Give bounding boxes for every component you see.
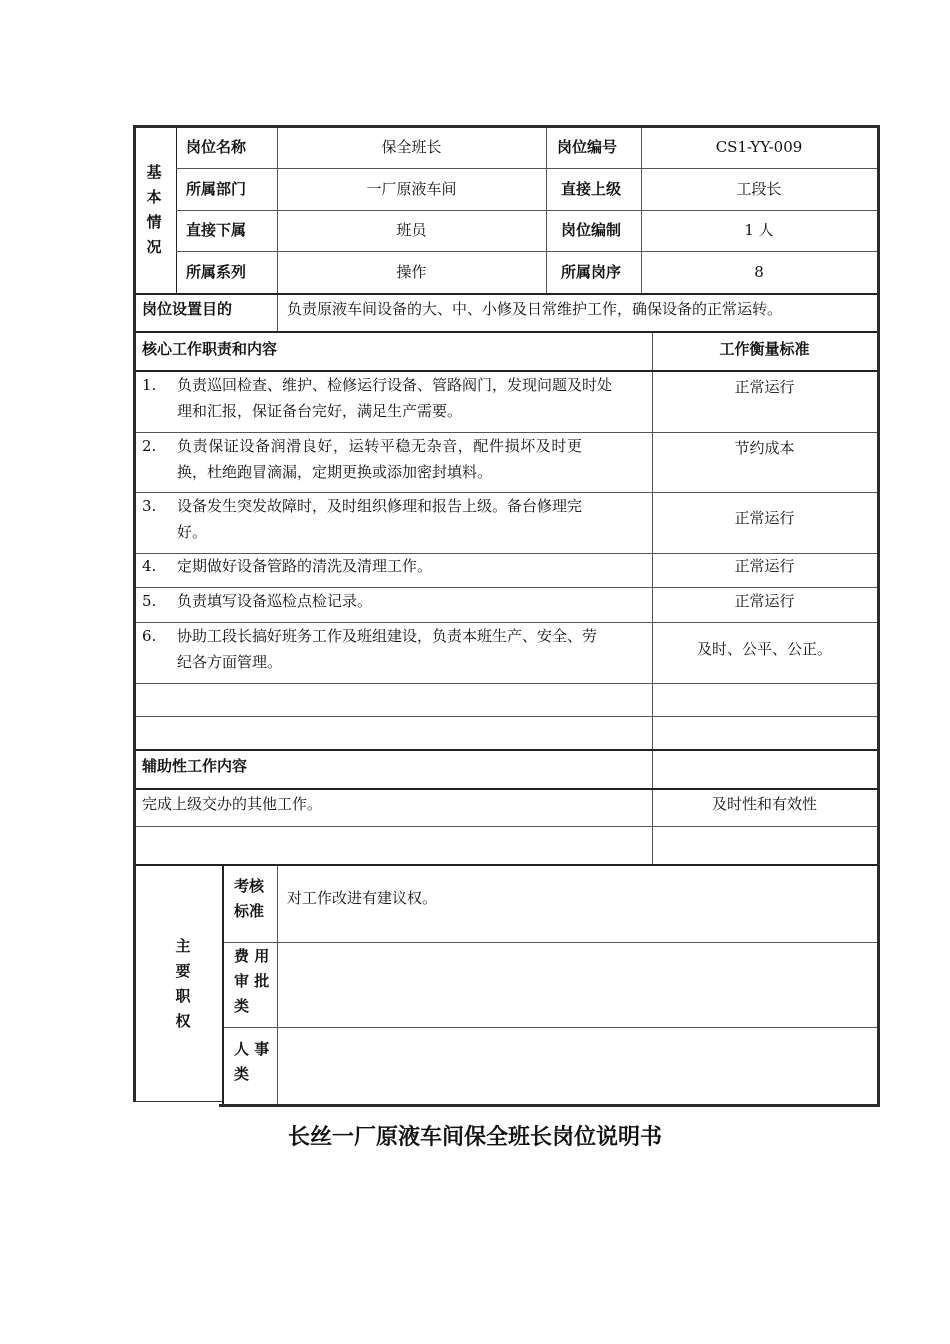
- duty-standard: 正常运行: [734, 378, 795, 396]
- duty-standard: 及时、公平、公正。: [696, 640, 832, 658]
- core-duties-header: 核心工作职责和内容: [142, 340, 278, 358]
- value-direct-subordinate: 班员: [396, 221, 427, 239]
- label-direct-superior: 直接上级: [561, 180, 622, 198]
- value-position-name: 保全班长: [381, 138, 442, 156]
- label-series: 所属系列: [186, 263, 247, 281]
- table-corner-edge: [133, 1101, 222, 1102]
- authority-label-assessment: 考核 标准: [234, 877, 265, 920]
- auxiliary-duty-text: 完成上级交办的其他工作。: [142, 795, 323, 813]
- label-position-name: 岗位名称: [186, 138, 247, 156]
- job-description-table: 基 本 情 况 岗位名称 保全班长 岗位编号 CS1-YY-009 所属部门 一厂原液车间 直接上级 工段长 直接下属 班员 岗位编制 1 人 所属系列 操作 所属岗序 8 岗位设置目的 负责原液车间设备的大、中、小修及日常维护工作，确保设备的正常运转。 核心工作职责和内容 工作衡量标准 1. 负责巡回检查、维护、检修运行设备、管路阀门，发现问题及时处 理和汇报，保证备台完好，满足生产需要。 正常运行 2. 负责保证设备润滑良好，运转平稳无杂音，配件损坏及时更 换，杜绝跑冒滴漏，定期更换或添加密封填料。 节约成本 3. 设备发生突发故障时，及时组织修理和报告上级。备台修理完 好。 正常运行 4. 定期做好设备管路的清洗及清理工作。 正常运行 5. 负责填写设备巡检点检记录。 正常运行 6. 协助工段长搞好班务工作及班组建设，负责本班生产、安全、劳 纪各方面管理。 及时、公平、公正。 辅助性工作内容 完成上级交办的其他工作。 及时性和有效性 主 要 职 权 考核 标准 对工作改进有建议权。 费 用 审 批 类 人 事 类: [133, 125, 880, 1107]
- authority-section-label: 主 要 职 权: [175, 937, 191, 1030]
- auxiliary-duties-header: 辅助性工作内容: [142, 757, 248, 775]
- label-rank: 所属岗序: [561, 263, 622, 281]
- document-title: 长丝一厂原液车间保全班长岗位说明书: [287, 1125, 662, 1150]
- authority-label-expense: 费 用 审 批 类: [234, 947, 270, 1015]
- value-position-code: CS1-YY-009: [715, 138, 803, 156]
- duty-standard: 正常运行: [734, 592, 795, 610]
- basic-info-section-label: 基 本 情 况: [146, 163, 162, 256]
- value-series: 操作: [396, 263, 427, 281]
- purpose-text: 负责原液车间设备的大、中、小修及日常维护工作，确保设备的正常运转。: [287, 300, 783, 318]
- value-headcount: 1 人: [744, 221, 774, 239]
- duty-standard: 正常运行: [734, 557, 795, 575]
- value-direct-superior: 工段长: [736, 180, 782, 198]
- label-direct-subordinate: 直接下属: [186, 221, 247, 239]
- measurement-standard-header: 工作衡量标准: [719, 340, 810, 358]
- auxiliary-duty-standard: 及时性和有效性: [711, 795, 817, 813]
- purpose-label: 岗位设置目的: [142, 300, 233, 318]
- duty-standard: 正常运行: [734, 509, 795, 527]
- label-headcount: 岗位编制: [561, 221, 622, 239]
- authority-label-personnel: 人 事 类: [234, 1040, 270, 1083]
- value-department: 一厂原液车间: [366, 180, 457, 198]
- value-rank: 8: [754, 263, 764, 281]
- table-corner-notch: [131, 1102, 219, 1110]
- label-department: 所属部门: [186, 180, 247, 198]
- authority-text-assessment: 对工作改进有建议权。: [287, 889, 438, 907]
- label-position-code: 岗位编号: [557, 138, 618, 156]
- duty-standard: 节约成本: [734, 439, 795, 457]
